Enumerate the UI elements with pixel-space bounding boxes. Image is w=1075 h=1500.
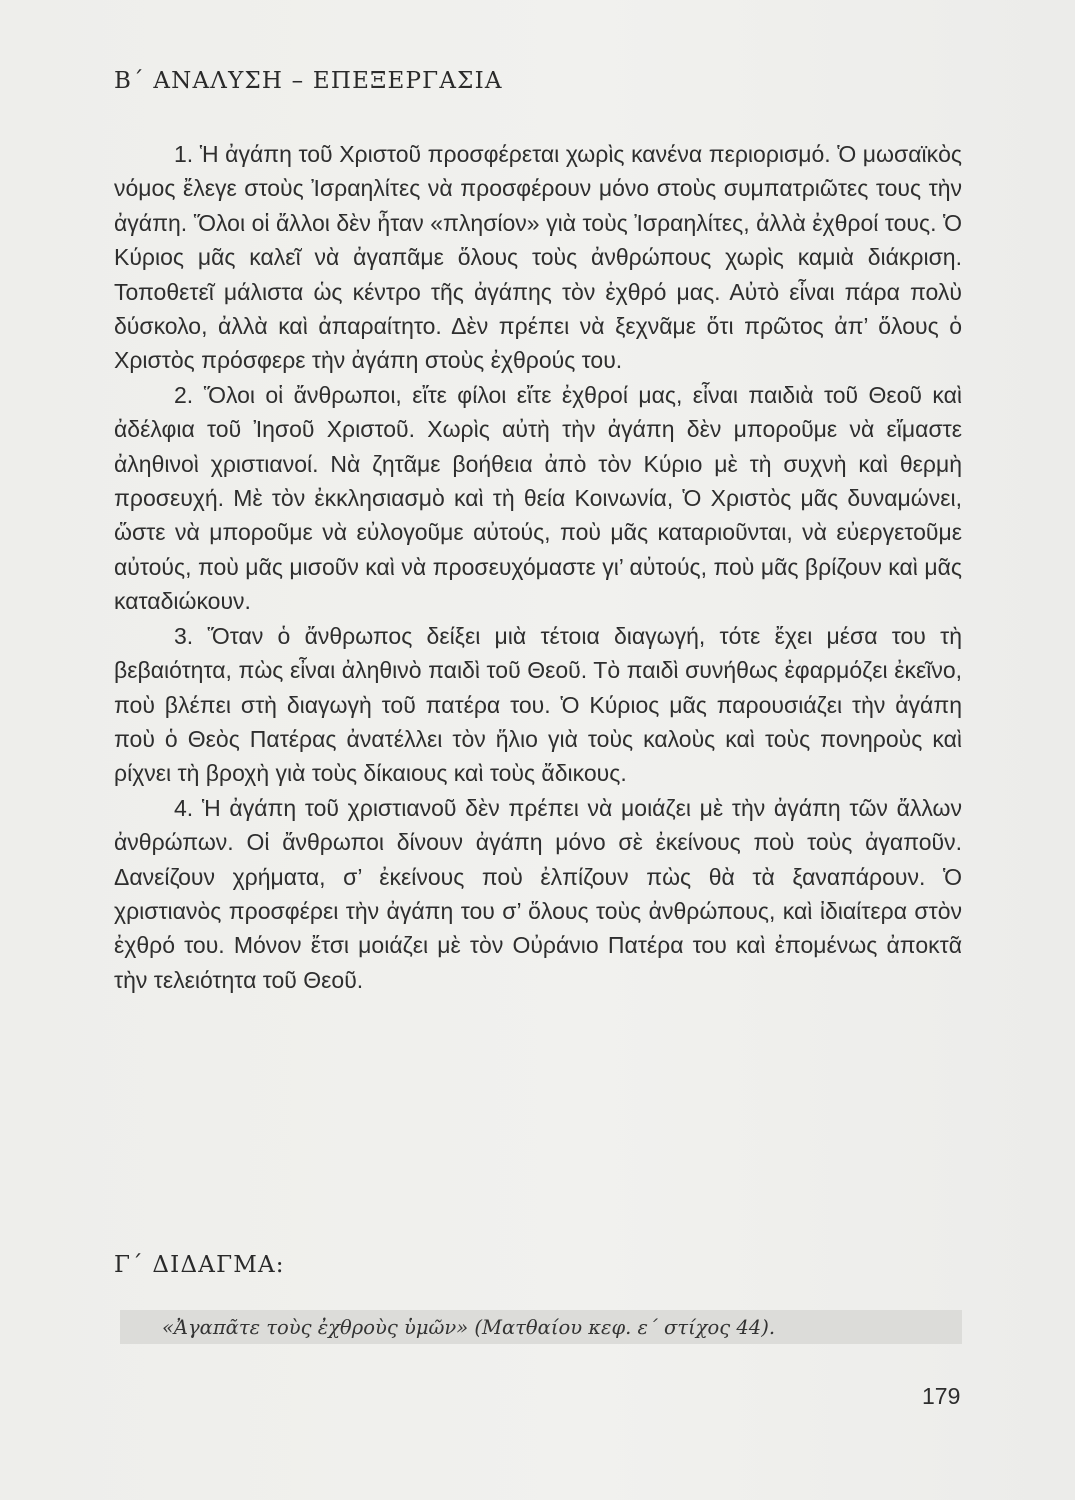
page-number: 179	[922, 1383, 961, 1409]
section-b-heading: Β΄ ΑΝΑΛΥΣΗ – ΕΠΕΞΕΡΓΑΣΙΑ	[114, 68, 503, 94]
paragraph-4: 4. Ἡ ἀγάπη τοῦ χριστιανοῦ δὲν πρέπει νὰ μοιάζει μὲ τὴν ἀγάπη τῶν ἄλλων ἀνθρώπων. Οἱ ἄνθρωποι δίνουν ἀγάπη μόνο σὲ ἐκείνους ποὺ τοὺς ἀγαποῦν. Δανείζουν χρήματα, σ’ ἐκείνους ποὺ ἐλπίζουν πὼς θὰ τὰ ξαναπάρουν. Ὁ χριστιανὸς προσφέρει τὴν ἀγάπη του σ’ ὅλους τοὺς ἀνθρώπους, καὶ ἰδιαίτερα στὸν ἐχθρό του. Μόνον ἔτσι μοιάζει μὲ τὸν Οὐράνιο Πατέρα του καὶ ἐπομένως ἀποκτᾶ τὴν τελειότητα τοῦ Θεοῦ.	[114, 794, 962, 993]
paragraph-2: 2. Ὅλοι οἱ ἄνθρωποι, εἴτε φίλοι εἴτε ἐχθροί μας, εἶναι παιδιὰ τοῦ Θεοῦ καὶ ἀδέλφια τοῦ Ἰησοῦ Χριστοῦ. Χωρὶς αὐτὴ τὴν ἀγάπη δὲν μποροῦμε νὰ εἴμαστε ἀληθινοὶ χριστιανοί. Νὰ ζητᾶμε βοήθεια ἀπὸ τὸν Κύριο μὲ τὴ συχνὴ καὶ θερμὴ προσευχή. Μὲ τὸν ἐκκλησιασμὸ καὶ τὴ θεία Κοινωνία, Ὁ Χριστὸς μᾶς δυναμώνει, ὥστε νὰ μποροῦμε νὰ εὐλογοῦμε αὐτούς, ποὺ μᾶς καταριοῦνται, νὰ εὐεργετοῦμε αὐτούς, ποὺ μᾶς μισοῦν καὶ νὰ προσευχόμαστε γι’ αὐτούς, ποὺ μᾶς βρίζουν καὶ μᾶς καταδιώκουν.	[114, 381, 962, 615]
analysis-body	[114, 137, 962, 997]
moral-quote: «Ἀγαπᾶτε τοὺς ἐχθροὺς ὑμῶν» (Ματθαίου κεφ. ε΄ στίχος 44).	[162, 1316, 776, 1339]
section-g-heading: Γ΄ ΔΙΔΑΓΜΑ:	[114, 1252, 285, 1278]
paragraph-1: 1. Ἡ ἀγάπη τοῦ Χριστοῦ προσφέρεται χωρὶς κανένα περιορισμό. Ὁ μωσαϊκὸς νόμος ἔλεγε στοὺς Ἰσραηλίτες νὰ προσφέρουν μόνο στοὺς συμπατριῶτες τους τὴν ἀγάπη. Ὅλοι οἱ ἄλλοι δὲν ἦταν «πλησίον» γιὰ τοὺς Ἰσραηλίτες, ἀλλὰ ἐχθροί τους. Ὁ Κύριος μᾶς καλεῖ νὰ ἀγαπᾶμε ὅλους τοὺς ἀνθρώπους χωρὶς καμιὰ διάκριση. Τοποθετεῖ μάλιστα ὡς κέντρο τῆς ἀγάπης τὸν ἐχθρό μας. Αὐτὸ εἶναι πάρα πολὺ δύσκολο, ἀλλὰ καὶ ἀπαραίτητο. Δὲν πρέπει νὰ ξεχνᾶμε ὅτι πρῶτος ἀπ’ ὅλους ὁ Χριστὸς πρόσφερε τὴν ἀγάπη στοὺς ἐχθρούς του.	[114, 141, 962, 374]
paragraph-3: 3. Ὅταν ὁ ἄνθρωπος δείξει μιὰ τέτοια διαγωγή, τότε ἔχει μέσα του τὴ βεβαιότητα, πὼς εἶναι ἀληθινὸ παιδὶ τοῦ Θεοῦ. Τὸ παιδὶ συνήθως ἐφαρμόζει ἐκεῖνο, ποὺ βλέπει στὴ διαγωγὴ τοῦ πατέρα του. Ὁ Κύριος μᾶς παρουσιάζει τὴν ἀγάπη ποὺ ὁ Θεὸς Πατέρας ἀνατέλλει τὸν ἥλιο γιὰ τοὺς καλοὺς καὶ τοὺς πονηροὺς καὶ ρίχνει τὴ βροχὴ γιὰ τοὺς δίκαιους καὶ τοὺς ἄδικους.	[114, 622, 962, 787]
